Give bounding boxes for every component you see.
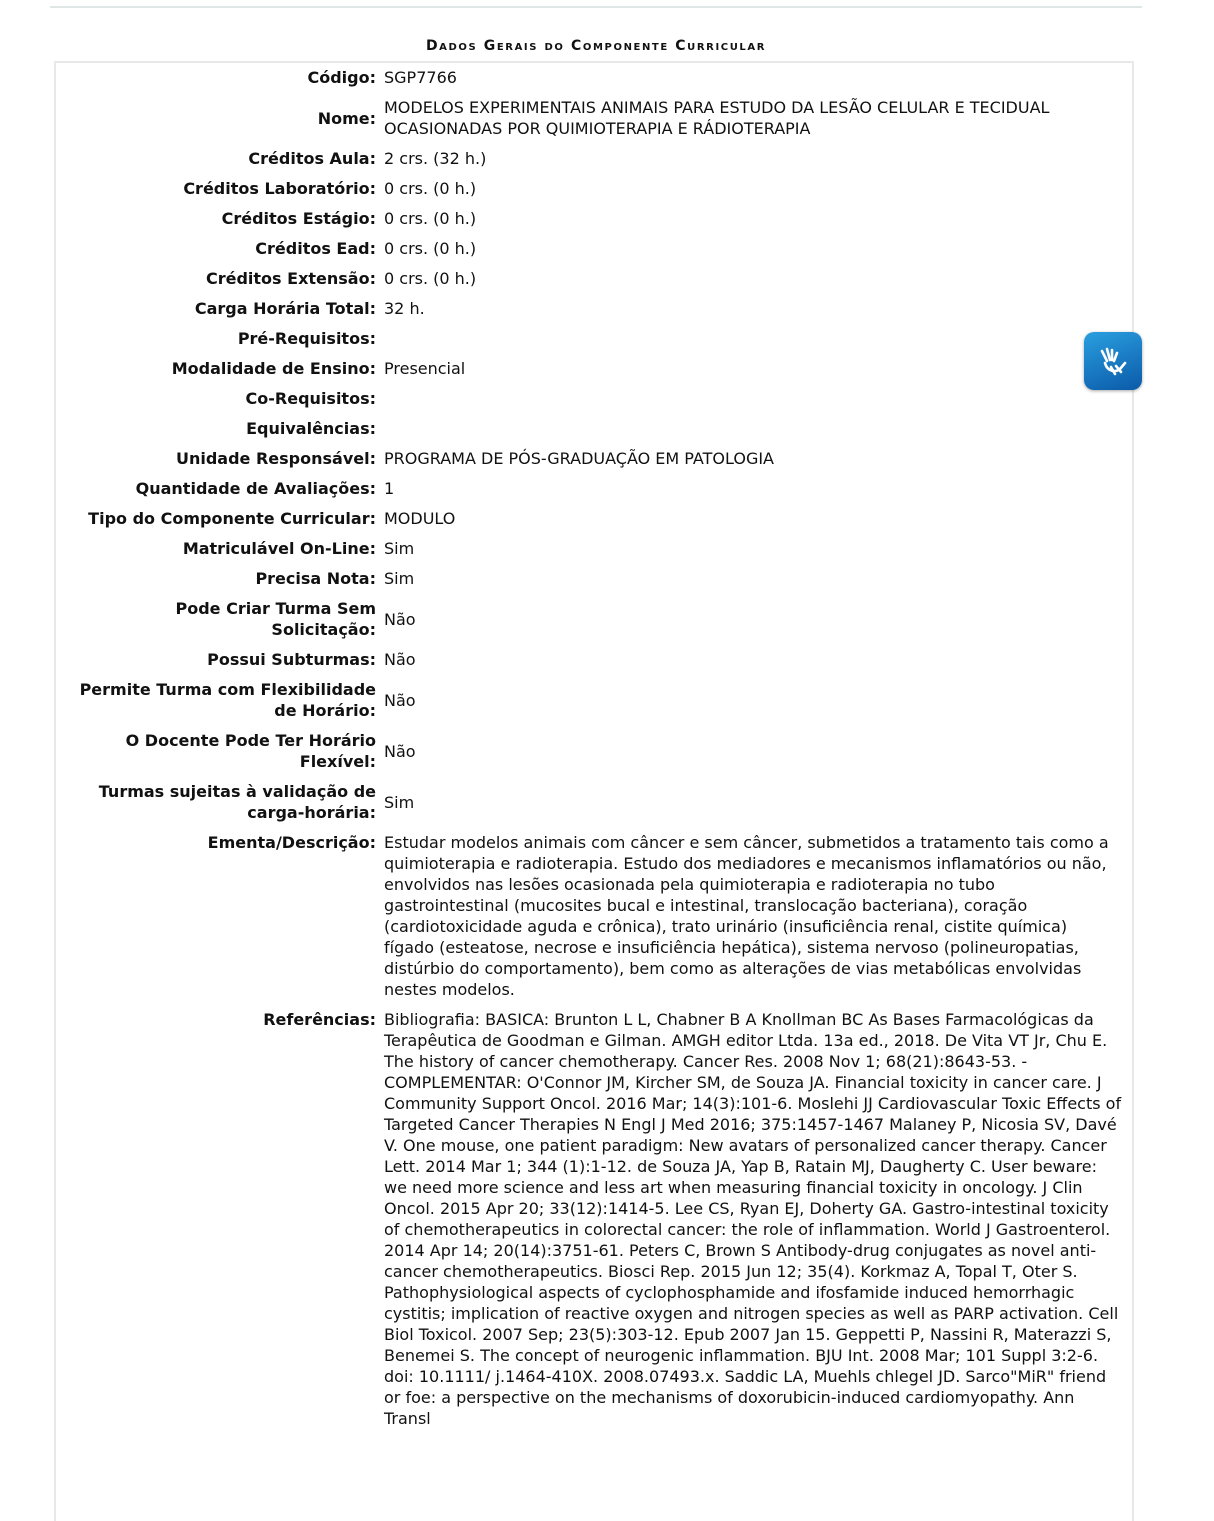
field-label: Quantidade de Avaliações: <box>135 479 376 498</box>
field-label: Equivalências: <box>246 419 376 438</box>
field-label: Tipo do Componente Curricular: <box>88 509 376 528</box>
field-label: O Docente Pode Ter Horário Flexível: <box>125 731 376 771</box>
field-value: MODELOS EXPERIMENTAIS ANIMAIS PARA ESTUDO DA LESÃO CELULAR E TECIDUAL OCASIONADAS POR QUIMIOTERAPIA E RÁDIOTERAPIA <box>384 98 1050 138</box>
field-value: Sim <box>384 539 415 558</box>
field-label: Créditos Estágio: <box>221 209 376 228</box>
field-label: Matriculável On-Line: <box>182 539 376 558</box>
field-value: PROGRAMA DE PÓS-GRADUAÇÃO EM PATOLOGIA <box>384 449 774 468</box>
field-row-quantidade-avaliacoes <box>66 477 1130 507</box>
course-details-table <box>66 66 1130 1437</box>
field-row-referencias <box>66 1008 1130 1437</box>
field-value: Sim <box>384 569 415 588</box>
field-row-creditos-ead <box>66 237 1130 267</box>
field-row-unidade-responsavel <box>66 447 1130 477</box>
field-row-ementa <box>66 831 1130 1008</box>
field-label: Modalidade de Ensino: <box>171 359 376 378</box>
field-label: Ementa/Descrição: <box>207 833 376 852</box>
field-row-creditos-estagio <box>66 207 1130 237</box>
field-value: Sim <box>384 792 415 812</box>
field-row-pode-criar-turma <box>66 597 1130 648</box>
field-label: Créditos Laboratório: <box>183 179 376 198</box>
field-label: Precisa Nota: <box>255 569 376 588</box>
section-title: Dados Gerais do Componente Curricular <box>425 38 767 54</box>
field-label: Pode Criar Turma Sem Solicitação: <box>175 599 376 639</box>
field-row-creditos-laboratorio <box>66 177 1130 207</box>
field-row-docente-horario-flexivel <box>66 729 1130 780</box>
field-value: 0 crs. (0 h.) <box>384 269 477 288</box>
field-label: Créditos Ead: <box>255 239 376 258</box>
field-value: Não <box>384 690 416 710</box>
libras-hands-icon <box>1093 341 1133 381</box>
field-row-codigo <box>66 66 1130 96</box>
field-label: Unidade Responsável: <box>175 449 376 468</box>
field-value: 0 crs. (0 h.) <box>384 209 477 228</box>
field-value: 0 crs. (0 h.) <box>384 179 477 198</box>
field-value: 2 crs. (32 h.) <box>384 149 487 168</box>
field-label: Possui Subturmas: <box>207 650 376 669</box>
field-row-nome <box>66 96 1130 147</box>
top-divider <box>50 6 1142 8</box>
field-value: SGP7766 <box>384 68 457 87</box>
field-label: Créditos Extensão: <box>205 269 376 288</box>
field-row-carga-horaria-total <box>66 297 1130 327</box>
field-label: Referências: <box>263 1010 376 1029</box>
field-label: Créditos Aula: <box>248 149 376 168</box>
field-value: Não <box>384 609 416 629</box>
field-value: Bibliografia: BASICA: Brunton L L, Chabner B A Knollman BC As Bases Farmacológicas da Terapêutica de Goodman e Gilman. AMGH editor Ltda. 13a ed., 2018. De Vita VT Jr, Chu E. The history of cancer chemotherapy. Cancer Res. 2008 Nov 1; 68(21):8643-53. - COMPLEMENTAR: O'Connor JM, Kircher SM, de Souza JA. Financial toxicity in cancer care. J Community Support Oncol. 2016 Mar; 14(3):101-6. Moslehi JJ Cardiovascular Toxic Effects of Targeted Cancer Therapies N Engl J Med 2016; 375:1457-1467 Malaney P, Nicosia SV, Davé V. One mouse, one patient paradigm: New avatars of personalized cancer therapy. Cancer Lett. 2014 Mar 1; 344 (1):1-12. de Souza JA, Yap B, Ratain MJ, Daugherty C. User beware: we need more science and less art when measuring financial toxicity in oncology. J Clin Oncol. 2015 Apr 20; 33(12):1414-5. Lee CS, Ryan EJ, Doherty GA. Gastro-intestinal toxicity of chemotherapeutics in colorectal cancer: the role of inflammation. World J Gastroenterol. 2014 Apr 14; 20(14):3751-61. Peters C, Brown S Antibody-drug conjugates as novel anti-cancer chemotherapeutics. Biosci Rep. 2015 Jun 12; 35(4). Korkmaz A, Topal T, Oter S. Pathophysiological aspects of cyclophosphamide and ifosfamide induced hemorrhagic cystitis; implication of reactive oxygen and nitrogen species as well as PARP activation. Cell Biol Toxicol. 2007 Sep; 23(5):303-12. Epub 2007 Jan 15. Geppetti P, Nassini R, Materazzi S, Benemei S. The concept of neurogenic inflammation. BJU Int. 2008 Mar; 101 Suppl 3:2-6. doi: 10.1111/ j.1464-410X. 2008.07493.x. Saddic LA, Muehls chlegel JD. Sarco"MiR" friend or foe: a perspective on the mechanisms of doxorubicin-induced cardiomyopathy. Ann Transl <box>384 1010 1122 1428</box>
field-label: Turmas sujeitas à validação de carga-horária: <box>98 782 376 822</box>
field-value <box>384 417 1130 447</box>
field-value: MODULO <box>384 509 456 528</box>
field-row-creditos-aula <box>66 147 1130 177</box>
field-label: Nome: <box>317 108 376 128</box>
field-value <box>384 327 1130 357</box>
field-value: Presencial <box>384 359 466 378</box>
field-value: Estudar modelos animais com câncer e sem câncer, submetidos a tratamento tais como a quimioterapia e radioterapia. Estudo dos mediadores e mecanismos inflamatórios ou não, envolvidos nas lesões ocasionada pela quimioterapia e radioterapia no tubo gastrointestinal (mucosites bucal e intestinal, translocação bacteriana), coração (cardiotoxicidade aguda e crônica), trato urinário (insuficiência renal, cistite química) fígado (esteatose, necrose e insuficiência hepática), sistema nervoso (polineuropatias, distúrbio do comportamento), bem como as alterações de vias metabólicas envolvidas nestes modelos. <box>384 833 1109 999</box>
field-value: Não <box>384 741 416 761</box>
field-row-co-requisitos <box>66 387 1130 417</box>
field-value: Não <box>384 650 416 669</box>
field-value <box>384 387 1130 417</box>
field-row-matriculavel-online <box>66 537 1130 567</box>
field-value: 1 <box>384 479 395 498</box>
field-row-tipo-componente <box>66 507 1130 537</box>
accessibility-libras-button[interactable] <box>1084 332 1142 390</box>
field-row-flexibilidade-horario <box>66 678 1130 729</box>
field-value: 32 h. <box>384 299 425 318</box>
field-row-pre-requisitos <box>66 327 1130 357</box>
field-row-equivalencias <box>66 417 1130 447</box>
field-row-creditos-extensao <box>66 267 1130 297</box>
field-label: Pré-Requisitos: <box>237 329 376 348</box>
field-value: 0 crs. (0 h.) <box>384 239 477 258</box>
field-label: Código: <box>307 68 376 87</box>
field-label: Permite Turma com Flexibilidade de Horário: <box>79 680 376 720</box>
field-row-possui-subturmas <box>66 648 1130 678</box>
field-row-precisa-nota <box>66 567 1130 597</box>
field-label: Co-Requisitos: <box>245 389 376 408</box>
field-row-modalidade-ensino <box>66 357 1130 387</box>
field-label: Carga Horária Total: <box>194 299 376 318</box>
field-row-validacao-carga-horaria <box>66 780 1130 831</box>
